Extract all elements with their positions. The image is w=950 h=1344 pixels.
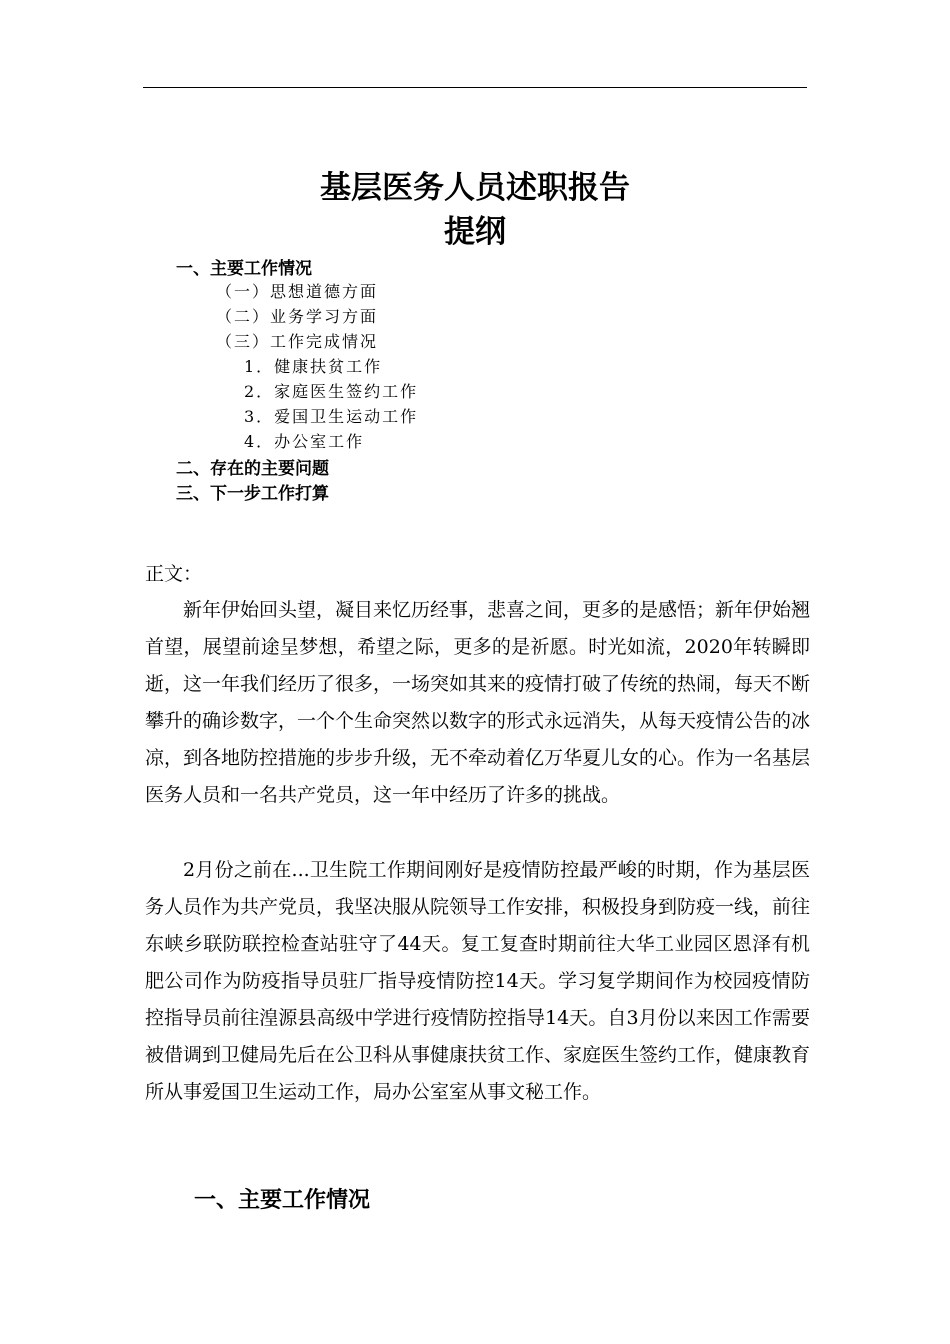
outline-item: 4．办公室工作 — [244, 432, 365, 451]
outline-item: （三）工作完成情况 — [216, 332, 379, 351]
body-label: 正文： — [145, 563, 203, 585]
outline-item: 三、下一步工作打算 — [176, 484, 329, 504]
outline-item: 2．家庭医生签约工作 — [244, 382, 419, 401]
outline-item: 3．爱国卫生运动工作 — [244, 407, 419, 426]
header-rule — [143, 87, 807, 88]
paragraph-text: 2月份之前在...卫生院工作期间刚好是疫情防控最严峻的时期，作为基层医务人员作为共产党员，我坚决服从院领导工作安排，积极投身到防疫一线，前往东峡乡联防联控检查站驻守了44天。复工复查时期前往大华工业园区恩泽有机肥公司作为防疫指导员驻厂指导疫情防控14天。学习复学期间作为校园疫情防控指导员前往湟源县高级中学进行疫情防控指导14天。自3月份以来因工作需要被借调到卫健局先后在公卫科从事健康扶贫工作、家庭医生签约工作，健康教育所从事爱国卫生运动工作，局办公室室从事文秘工作。 — [145, 859, 811, 1103]
outline-item: （一）思想道德方面 — [216, 282, 379, 301]
body-paragraph-1 — [145, 592, 810, 814]
section-heading: 一、主要工作情况 — [194, 1188, 371, 1213]
outline-item: 二、存在的主要问题 — [176, 459, 329, 479]
document-subtitle: 提纲 — [444, 214, 506, 250]
outline-item: 一、主要工作情况 — [176, 259, 312, 279]
paragraph-text: 新年伊始回头望，凝目来忆历经事，悲喜之间，更多的是感悟；新年伊始翘首望，展望前途呈梦想，希望之际，更多的是祈愿。时光如流，2020年转瞬即逝，这一年我们经历了很多，一场突如其来的疫情打破了传统的热闹，每天不断攀升的确诊数字，一个个生命突然以数字的形式永远消失，从每天疫情公告的冰凉，到各地防控措施的步步升级，无不牵动着亿万华夏儿女的心。作为一名基层医务人员和一名共产党员，这一年中经历了许多的挑战。 — [145, 599, 811, 806]
outline-item: 1．健康扶贫工作 — [244, 357, 383, 376]
outline-item: （二）业务学习方面 — [216, 307, 379, 326]
body-paragraph-2 — [145, 852, 810, 1111]
document-title: 基层医务人员述职报告 — [320, 170, 630, 206]
